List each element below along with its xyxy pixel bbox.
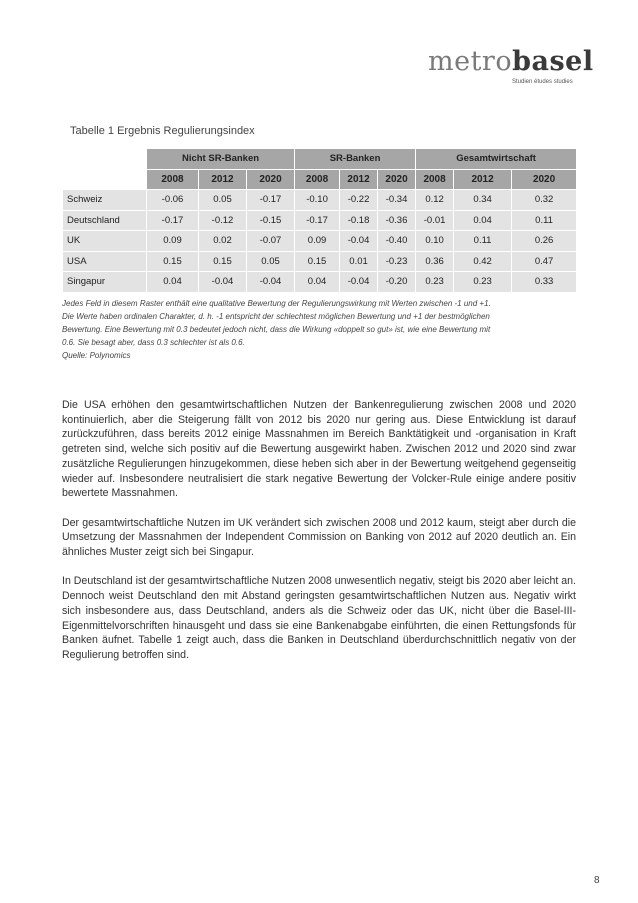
value-cell: 0.36: [416, 251, 454, 272]
paragraph: In Deutschland ist der gesamtwirtschaftliche Nutzen 2008 unwesentlich negativ, steigt bis 2020 aber leicht an. Dennoch weist Deutschland den mit Abstand geringsten gesamtwirtschaftlichen Nutzen aus. Negativ wirkt sich insbesondere aus, dass Deutschland, anders als die Schweiz oder das UK, nicht über die Basel-III-Eigenmittelvorschriften hinausgeht und dass sie eine Bankenabgabe einführten, die einen Rettungsfonds für Banken äufnet. Tabelle 1 zeigt auch, dass die Banken in Deutschland überdurchschnittlich negativ von der Regulierung betroffen sind.: [62, 575, 576, 661]
value-cell: 0.09: [147, 231, 199, 252]
value-cell: 0.23: [416, 272, 454, 293]
value-cell: -0.04: [340, 231, 378, 252]
value-cell: -0.04: [340, 272, 378, 293]
value-cell: -0.22: [340, 190, 378, 211]
table-corner: [63, 149, 147, 170]
value-cell: -0.17: [295, 210, 340, 231]
year-header: 2020: [512, 169, 577, 190]
year-header: 2020: [247, 169, 295, 190]
value-cell: -0.15: [247, 210, 295, 231]
value-cell: 0.33: [512, 272, 577, 293]
table-group-header-row: [63, 149, 577, 170]
year-header: 2008: [147, 169, 199, 190]
table-row: [63, 272, 577, 293]
logo-wordmark: metrobasel: [428, 46, 594, 77]
table-year-header-row: [63, 169, 577, 190]
value-cell: -0.07: [247, 231, 295, 252]
year-header: 2012: [340, 169, 378, 190]
value-cell: 0.04: [454, 210, 512, 231]
value-cell: 0.15: [199, 251, 247, 272]
value-cell: -0.17: [147, 210, 199, 231]
paragraph: Der gesamtwirtschaftliche Nutzen im UK verändert sich zwischen 2008 und 2012 kaum, steigt aber durch die Umsetzung der Massnahmen der Independent Commission on Banking von 2012 auf 2020 deutlich an. Ein ähnliches Muster zeigt sich bei Singapur.: [62, 516, 576, 559]
value-cell: 0.23: [454, 272, 512, 293]
country-cell: USA: [63, 251, 147, 272]
year-header: 2008: [295, 169, 340, 190]
note-source: Quelle: Polynomics: [62, 351, 131, 360]
table-note: [62, 297, 577, 362]
group-header: Nicht SR-Banken: [147, 149, 295, 170]
value-cell: 0.34: [454, 190, 512, 211]
value-cell: 0.42: [454, 251, 512, 272]
table-row: [63, 190, 577, 211]
value-cell: -0.36: [378, 210, 416, 231]
table-row: [63, 231, 577, 252]
value-cell: 0.12: [416, 190, 454, 211]
value-cell: 0.02: [199, 231, 247, 252]
value-cell: -0.04: [247, 272, 295, 293]
value-cell: -0.34: [378, 190, 416, 211]
value-cell: -0.23: [378, 251, 416, 272]
note-line: Bewertung. Eine Bewertung mit 0.3 bedeutet jedoch nicht, dass die Wirkung «doppelt so gut» ist, wie eine Bewertung mit: [62, 325, 491, 334]
page-number: 8: [594, 875, 600, 886]
group-header: Gesamtwirtschaft: [416, 149, 577, 170]
paragraph: Die USA erhöhen den gesamtwirtschaftlichen Nutzen der Bankenregulierung zwischen 2008 und 2020 kontinuierlich, aber die Steigerung fällt von 2012 bis 2020 nur gering aus. Diese Entwicklung ist darauf zurückzuführen, dass bereits 2012 einige Massnahmen im Bereich Banktätigkeit und -organisation in Kraft getreten sind, welche sich positiv auf die Bewertung ausgewirkt haben. Zwischen 2012 und 2020 sind zwar zusätzliche Regulierungen hinzugekommen, diese heben sich aber in der Bewertung weitgehend gegenseitig wieder auf. Insbesondere neutralisiert die stark negative Bewertung der Volcker-Rule einige andere positiv bewertete Massnahmen.: [62, 399, 576, 500]
note-line: Die Werte haben ordinalen Charakter, d. h. -1 entspricht der schlechtest möglichen Bewertung und +1 der bestmöglichen: [62, 312, 490, 321]
value-cell: 0.47: [512, 251, 577, 272]
country-cell: Singapur: [63, 272, 147, 293]
value-cell: 0.32: [512, 190, 577, 211]
year-header: 2020: [378, 169, 416, 190]
value-cell: 0.04: [147, 272, 199, 293]
metrobasel-logo: [428, 46, 594, 87]
country-cell: Schweiz: [63, 190, 147, 211]
note-line: Jedes Feld in diesem Raster enthält eine qualitative Bewertung der Regulierungswirkung mit Werten zwischen -1 und +1.: [62, 299, 491, 308]
value-cell: 0.05: [199, 190, 247, 211]
table-caption: Tabelle 1 Ergebnis Regulierungsindex: [70, 125, 255, 137]
table-corner: [63, 169, 147, 190]
year-header: 2012: [199, 169, 247, 190]
value-cell: -0.06: [147, 190, 199, 211]
value-cell: 0.01: [340, 251, 378, 272]
value-cell: 0.04: [295, 272, 340, 293]
value-cell: -0.40: [378, 231, 416, 252]
value-cell: 0.15: [147, 251, 199, 272]
value-cell: 0.11: [454, 231, 512, 252]
note-line: 0.6. Sie besagt aber, dass 0.3 schlechter ist als 0.6.: [62, 338, 245, 347]
year-header: 2008: [416, 169, 454, 190]
value-cell: 0.09: [295, 231, 340, 252]
value-cell: 0.11: [512, 210, 577, 231]
results-table: [62, 148, 577, 293]
country-cell: UK: [63, 231, 147, 252]
value-cell: -0.01: [416, 210, 454, 231]
value-cell: 0.05: [247, 251, 295, 272]
table-row: [63, 251, 577, 272]
value-cell: -0.10: [295, 190, 340, 211]
value-cell: -0.20: [378, 272, 416, 293]
value-cell: -0.17: [247, 190, 295, 211]
value-cell: -0.04: [199, 272, 247, 293]
table-row: [63, 210, 577, 231]
value-cell: -0.18: [340, 210, 378, 231]
value-cell: 0.10: [416, 231, 454, 252]
logo-tagline: Studien études studies: [512, 79, 573, 85]
value-cell: -0.12: [199, 210, 247, 231]
body-text: [62, 398, 576, 677]
group-header: SR-Banken: [295, 149, 416, 170]
year-header: 2012: [454, 169, 512, 190]
value-cell: 0.15: [295, 251, 340, 272]
value-cell: 0.26: [512, 231, 577, 252]
country-cell: Deutschland: [63, 210, 147, 231]
